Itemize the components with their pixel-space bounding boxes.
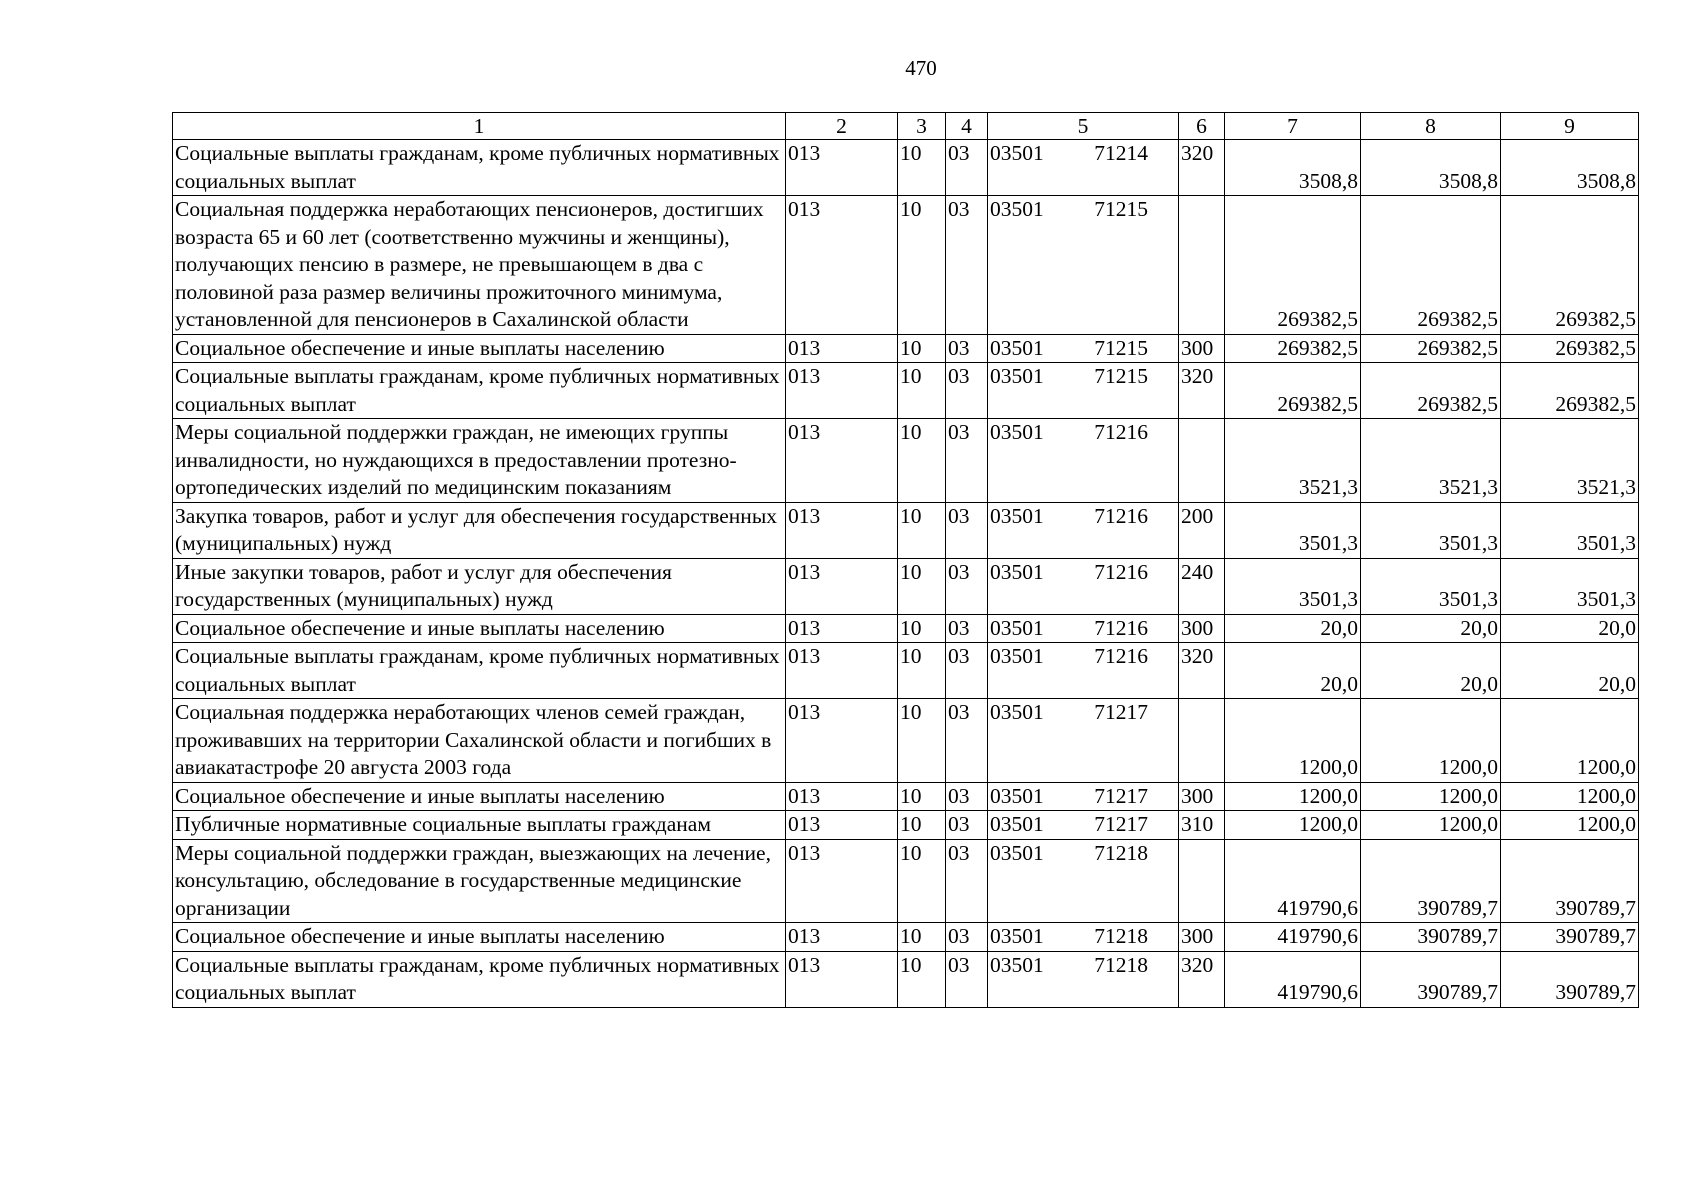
program-code: 03501 xyxy=(990,924,1044,948)
column-header-2: 2 xyxy=(786,113,898,140)
subsection-code: 03 xyxy=(946,951,988,1007)
column-header-3: 3 xyxy=(898,113,946,140)
target-article-code-parts xyxy=(988,419,1178,447)
target-article-code xyxy=(988,196,1179,335)
direction-code: 71217 xyxy=(1094,783,1148,808)
amount-col-7: 1200,0 xyxy=(1225,811,1361,840)
expense-type-code: 300 xyxy=(1179,923,1225,952)
ministry-code: 013 xyxy=(786,614,898,643)
section-code: 10 xyxy=(898,502,946,558)
program-code: 03501 xyxy=(990,335,1044,360)
section-code: 10 xyxy=(898,923,946,952)
target-article-code xyxy=(988,140,1179,196)
ministry-code: 013 xyxy=(786,643,898,699)
ministry-code: 013 xyxy=(786,923,898,952)
target-article-code-parts xyxy=(988,335,1178,363)
table-body xyxy=(173,140,1639,1008)
amount-col-8: 3501,3 xyxy=(1361,558,1501,614)
amount-col-8: 390789,7 xyxy=(1361,839,1501,923)
amount-col-8: 1200,0 xyxy=(1361,699,1501,783)
target-article-code-parts xyxy=(988,363,1178,391)
subsection-code: 03 xyxy=(946,643,988,699)
amount-col-7: 3521,3 xyxy=(1225,419,1361,503)
header-row xyxy=(173,113,1639,140)
amount-col-8: 1200,0 xyxy=(1361,811,1501,840)
row-name: Социальное обеспечение и иные выплаты населению xyxy=(173,782,786,811)
amount-col-7: 419790,6 xyxy=(1225,839,1361,923)
subsection-code: 03 xyxy=(946,334,988,363)
subsection-code: 03 xyxy=(946,502,988,558)
program-code: 03501 xyxy=(990,783,1044,808)
amount-col-9: 1200,0 xyxy=(1501,811,1639,840)
target-article-code xyxy=(988,363,1179,419)
amount-col-7: 269382,5 xyxy=(1225,363,1361,419)
section-code: 10 xyxy=(898,839,946,923)
section-code: 10 xyxy=(898,811,946,840)
target-article-code xyxy=(988,839,1179,923)
ministry-code: 013 xyxy=(786,699,898,783)
column-header-7: 7 xyxy=(1225,113,1361,140)
program-code: 03501 xyxy=(990,840,1044,865)
expense-type-code: 320 xyxy=(1179,951,1225,1007)
amount-col-7: 3501,3 xyxy=(1225,558,1361,614)
amount-col-8: 20,0 xyxy=(1361,643,1501,699)
direction-code: 71218 xyxy=(1094,924,1148,948)
amount-col-7: 419790,6 xyxy=(1225,923,1361,952)
expense-type-code: 310 xyxy=(1179,811,1225,840)
section-code: 10 xyxy=(898,419,946,503)
target-article-code xyxy=(988,923,1179,952)
target-article-code xyxy=(988,699,1179,783)
row-name: Социальная поддержка неработающих пенсионеров, достигших возраста 65 и 60 лет (соответственно мужчины и женщины), получающих пенсию в размере, не превышающем в два с половиной раза размер величины прожиточного минимума, установленной для пенсионеров в Сахалинской области xyxy=(173,196,786,335)
amount-col-9: 20,0 xyxy=(1501,643,1639,699)
target-article-code xyxy=(988,502,1179,558)
expense-type-code: 320 xyxy=(1179,363,1225,419)
table-row xyxy=(173,614,1639,643)
section-code: 10 xyxy=(898,558,946,614)
program-code: 03501 xyxy=(990,615,1044,640)
target-article-code-parts xyxy=(988,503,1178,531)
program-code: 03501 xyxy=(990,420,1044,444)
direction-code: 71218 xyxy=(1094,840,1148,865)
amount-col-7: 20,0 xyxy=(1225,614,1361,643)
expense-type-code xyxy=(1179,196,1225,335)
target-article-code xyxy=(988,951,1179,1007)
amount-col-9: 390789,7 xyxy=(1501,923,1639,952)
amount-col-8: 269382,5 xyxy=(1361,196,1501,335)
subsection-code: 03 xyxy=(946,923,988,952)
target-article-code xyxy=(988,419,1179,503)
target-article-code-parts xyxy=(988,643,1178,671)
table-row xyxy=(173,558,1639,614)
row-name: Меры социальной поддержки граждан, выезжающих на лечение, консультацию, обследование в государственные медицинские организации xyxy=(173,839,786,923)
row-name: Социальные выплаты гражданам, кроме публичных нормативных социальных выплат xyxy=(173,951,786,1007)
section-code: 10 xyxy=(898,782,946,811)
subsection-code: 03 xyxy=(946,614,988,643)
target-article-code-parts xyxy=(988,923,1178,951)
amount-col-9: 269382,5 xyxy=(1501,196,1639,335)
target-article-code xyxy=(988,558,1179,614)
target-article-code-parts xyxy=(988,140,1178,168)
ministry-code: 013 xyxy=(786,811,898,840)
program-code: 03501 xyxy=(990,197,1044,221)
row-name: Закупка товаров, работ и услуг для обеспечения государственных (муниципальных) нужд xyxy=(173,502,786,558)
ministry-code: 013 xyxy=(786,196,898,335)
row-name: Социальное обеспечение и иные выплаты населению xyxy=(173,614,786,643)
ministry-code: 013 xyxy=(786,334,898,363)
program-code: 03501 xyxy=(990,812,1044,836)
table-row xyxy=(173,782,1639,811)
row-name: Социальное обеспечение и иные выплаты населению xyxy=(173,334,786,363)
section-code: 10 xyxy=(898,334,946,363)
expense-type-code: 240 xyxy=(1179,558,1225,614)
table-row xyxy=(173,923,1639,952)
amount-col-7: 269382,5 xyxy=(1225,196,1361,335)
target-article-code xyxy=(988,811,1179,840)
amount-col-8: 3501,3 xyxy=(1361,502,1501,558)
direction-code: 71216 xyxy=(1094,503,1148,528)
target-article-code xyxy=(988,614,1179,643)
column-header-1: 1 xyxy=(173,113,786,140)
amount-col-8: 3521,3 xyxy=(1361,419,1501,503)
ministry-code: 013 xyxy=(786,363,898,419)
subsection-code: 03 xyxy=(946,811,988,840)
section-code: 10 xyxy=(898,699,946,783)
amount-col-8: 3508,8 xyxy=(1361,140,1501,196)
amount-col-9: 3501,3 xyxy=(1501,558,1639,614)
direction-code: 71217 xyxy=(1094,812,1148,836)
ministry-code: 013 xyxy=(786,951,898,1007)
ministry-code: 013 xyxy=(786,839,898,923)
section-code: 10 xyxy=(898,363,946,419)
amount-col-7: 269382,5 xyxy=(1225,334,1361,363)
ministry-code: 013 xyxy=(786,558,898,614)
amount-col-9: 1200,0 xyxy=(1501,699,1639,783)
section-code: 10 xyxy=(898,614,946,643)
row-name: Социальное обеспечение и иные выплаты населению xyxy=(173,923,786,952)
target-article-code-parts xyxy=(988,811,1178,839)
amount-col-9: 390789,7 xyxy=(1501,839,1639,923)
table-row xyxy=(173,699,1639,783)
expense-type-code xyxy=(1179,839,1225,923)
expense-type-code xyxy=(1179,419,1225,503)
table-row xyxy=(173,502,1639,558)
budget-table xyxy=(172,112,1639,1008)
column-header-6: 6 xyxy=(1179,113,1225,140)
column-header-9: 9 xyxy=(1501,113,1639,140)
amount-col-8: 390789,7 xyxy=(1361,923,1501,952)
table-row xyxy=(173,334,1639,363)
expense-type-code: 200 xyxy=(1179,502,1225,558)
expense-type-code: 300 xyxy=(1179,782,1225,811)
subsection-code: 03 xyxy=(946,363,988,419)
table-row xyxy=(173,811,1639,840)
amount-col-9: 3521,3 xyxy=(1501,419,1639,503)
expense-type-code: 300 xyxy=(1179,334,1225,363)
amount-col-9: 20,0 xyxy=(1501,614,1639,643)
subsection-code: 03 xyxy=(946,839,988,923)
amount-col-9: 269382,5 xyxy=(1501,363,1639,419)
row-name: Меры социальной поддержки граждан, не имеющих группы инвалидности, но нуждающихся в предоставлении протезно-ортопедических изделий по медицинским показаниям xyxy=(173,419,786,503)
direction-code: 71216 xyxy=(1094,644,1148,668)
amount-col-9: 3508,8 xyxy=(1501,140,1639,196)
table-row xyxy=(173,951,1639,1007)
table-row xyxy=(173,419,1639,503)
section-code: 10 xyxy=(898,196,946,335)
table-row xyxy=(173,196,1639,335)
amount-col-9: 390789,7 xyxy=(1501,951,1639,1007)
table-row xyxy=(173,140,1639,196)
row-name: Социальная поддержка неработающих членов семей граждан, проживавших на территории Сахалинской области и погибших в авиакатастрофе 20 августа 2003 года xyxy=(173,699,786,783)
target-article-code-parts xyxy=(988,699,1178,727)
row-name: Иные закупки товаров, работ и услуг для обеспечения государственных (муниципальных) нужд xyxy=(173,558,786,614)
program-code: 03501 xyxy=(990,559,1044,584)
direction-code: 71214 xyxy=(1094,141,1148,165)
program-code: 03501 xyxy=(990,644,1044,668)
row-name: Социальные выплаты гражданам, кроме публичных нормативных социальных выплат xyxy=(173,140,786,196)
table-row xyxy=(173,363,1639,419)
amount-col-7: 20,0 xyxy=(1225,643,1361,699)
direction-code: 71218 xyxy=(1094,952,1148,977)
subsection-code: 03 xyxy=(946,196,988,335)
direction-code: 71216 xyxy=(1094,615,1148,640)
target-article-code-parts xyxy=(988,615,1178,643)
row-name: Публичные нормативные социальные выплаты гражданам xyxy=(173,811,786,840)
row-name: Социальные выплаты гражданам, кроме публичных нормативных социальных выплат xyxy=(173,363,786,419)
amount-col-9: 1200,0 xyxy=(1501,782,1639,811)
ministry-code: 013 xyxy=(786,140,898,196)
target-article-code xyxy=(988,334,1179,363)
section-code: 10 xyxy=(898,951,946,1007)
ministry-code: 013 xyxy=(786,502,898,558)
table-row xyxy=(173,643,1639,699)
column-header-5: 5 xyxy=(988,113,1179,140)
expense-type-code xyxy=(1179,699,1225,783)
subsection-code: 03 xyxy=(946,419,988,503)
target-article-code-parts xyxy=(988,559,1178,587)
ministry-code: 013 xyxy=(786,782,898,811)
table-row xyxy=(173,839,1639,923)
program-code: 03501 xyxy=(990,503,1044,528)
amount-col-7: 419790,6 xyxy=(1225,951,1361,1007)
direction-code: 71217 xyxy=(1094,700,1148,724)
row-name: Социальные выплаты гражданам, кроме публичных нормативных социальных выплат xyxy=(173,643,786,699)
section-code: 10 xyxy=(898,643,946,699)
target-article-code-parts xyxy=(988,840,1178,868)
amount-col-7: 3501,3 xyxy=(1225,502,1361,558)
direction-code: 71215 xyxy=(1094,335,1148,360)
section-code: 10 xyxy=(898,140,946,196)
subsection-code: 03 xyxy=(946,140,988,196)
expense-type-code: 300 xyxy=(1179,614,1225,643)
expense-type-code: 320 xyxy=(1179,643,1225,699)
amount-col-8: 269382,5 xyxy=(1361,334,1501,363)
column-header-4: 4 xyxy=(946,113,988,140)
target-article-code xyxy=(988,782,1179,811)
ministry-code: 013 xyxy=(786,419,898,503)
target-article-code-parts xyxy=(988,952,1178,980)
subsection-code: 03 xyxy=(946,699,988,783)
program-code: 03501 xyxy=(990,952,1044,977)
amount-col-8: 20,0 xyxy=(1361,614,1501,643)
amount-col-7: 3508,8 xyxy=(1225,140,1361,196)
amount-col-9: 3501,3 xyxy=(1501,502,1639,558)
subsection-code: 03 xyxy=(946,558,988,614)
target-article-code-parts xyxy=(988,783,1178,811)
direction-code: 71215 xyxy=(1094,197,1148,221)
amount-col-7: 1200,0 xyxy=(1225,699,1361,783)
program-code: 03501 xyxy=(990,700,1044,724)
amount-col-8: 1200,0 xyxy=(1361,782,1501,811)
page-number: 470 xyxy=(905,56,937,80)
amount-col-7: 1200,0 xyxy=(1225,782,1361,811)
subsection-code: 03 xyxy=(946,782,988,811)
program-code: 03501 xyxy=(990,364,1044,388)
column-header-8: 8 xyxy=(1361,113,1501,140)
direction-code: 71216 xyxy=(1094,420,1148,444)
target-article-code-parts xyxy=(988,196,1178,224)
direction-code: 71215 xyxy=(1094,364,1148,388)
table-header xyxy=(173,113,1639,140)
amount-col-8: 269382,5 xyxy=(1361,363,1501,419)
direction-code: 71216 xyxy=(1094,559,1148,584)
amount-col-8: 390789,7 xyxy=(1361,951,1501,1007)
amount-col-9: 269382,5 xyxy=(1501,334,1639,363)
target-article-code xyxy=(988,643,1179,699)
program-code: 03501 xyxy=(990,141,1044,165)
expense-type-code: 320 xyxy=(1179,140,1225,196)
